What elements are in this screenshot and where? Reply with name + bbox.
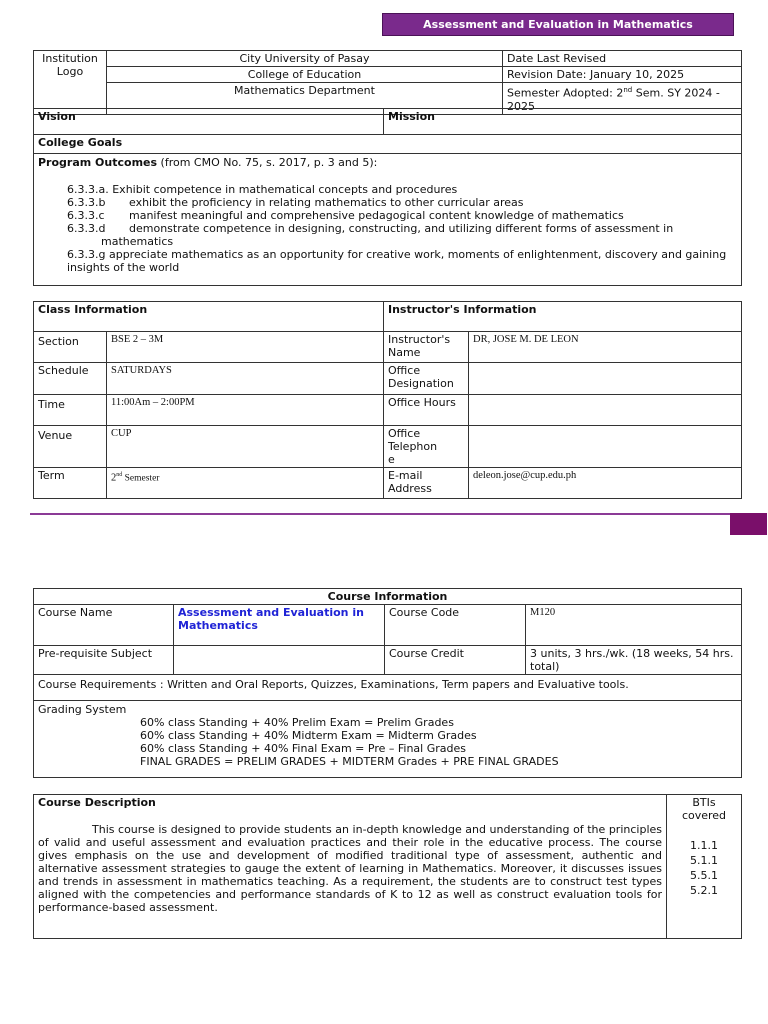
office-hours-label: Office Hours bbox=[384, 395, 469, 426]
program-outcomes-list bbox=[38, 183, 737, 248]
college-goals-label: College Goals bbox=[34, 135, 742, 154]
vision-label: Vision bbox=[34, 109, 384, 135]
btis-heading: BTIs covered bbox=[681, 796, 727, 822]
course-name-value: Assessment and Evaluation in Mathematics bbox=[174, 605, 385, 646]
term-value: 2nd Semester bbox=[107, 468, 384, 499]
schedule-label: Schedule bbox=[34, 363, 107, 395]
course-description-table bbox=[33, 794, 742, 939]
document-title-banner: Assessment and Evaluation in Mathematics bbox=[382, 13, 734, 36]
page-corner-tab bbox=[730, 513, 767, 535]
instructor-name-value: DR, JOSE M. DE LEON bbox=[469, 332, 742, 363]
bti-item: 5.1.1 bbox=[690, 854, 718, 867]
outcome-item: 6.3.3.a. Exhibit competence in mathematical concepts and procedures bbox=[67, 183, 458, 196]
email-label: E-mail Address bbox=[384, 468, 469, 499]
course-requirements: Course Requirements : Written and Oral Reports, Quizzes, Examinations, Term papers and Evaluative tools. bbox=[34, 675, 742, 701]
mission-label: Mission bbox=[384, 109, 742, 135]
outcome-item-g: 6.3.3.g appreciate mathematics as an opportunity for creative work, moments of enlightenment, discovery and gaining insights of the world bbox=[67, 248, 727, 274]
term-label: Term bbox=[34, 468, 107, 499]
program-outcomes-cell bbox=[34, 154, 742, 286]
section-divider bbox=[30, 513, 730, 515]
course-credit-label: Course Credit bbox=[385, 646, 526, 675]
btis-cell bbox=[667, 795, 742, 939]
course-code-value: M120 bbox=[526, 605, 742, 646]
vision-mission-table bbox=[33, 108, 742, 286]
course-name-label: Course Name bbox=[34, 605, 174, 646]
section-value: BSE 2 – 3M bbox=[107, 332, 384, 363]
outcome-item: 6.3.3.c manifest meaningful and comprehensive pedagogical content knowledge of mathematics bbox=[67, 209, 624, 222]
office-telephone-value bbox=[469, 426, 742, 468]
office-designation-label: Office Designation bbox=[384, 363, 469, 395]
outcome-item: 6.3.3.d demonstrate competence in designing, constructing, and utilizing different forms of assessment in bbox=[67, 222, 674, 235]
prerequisite-label: Pre-requisite Subject bbox=[34, 646, 174, 675]
instructor-name-label: Instructor's Name bbox=[384, 332, 469, 363]
bti-item: 5.2.1 bbox=[690, 884, 718, 897]
course-description-heading: Course Description bbox=[38, 796, 156, 809]
revision-date: Revision Date: January 10, 2025 bbox=[503, 67, 742, 83]
outcome-item-continuation: mathematics bbox=[101, 235, 174, 248]
grading-line: 60% class Standing + 40% Midterm Exam = Midterm Grades bbox=[140, 729, 477, 742]
grading-line: FINAL GRADES = PRELIM GRADES + MIDTERM Grades + PRE FINAL GRADES bbox=[140, 755, 559, 768]
schedule-value: SATURDAYS bbox=[107, 363, 384, 395]
class-instructor-table bbox=[33, 301, 742, 499]
institution-logo: Institution Logo bbox=[34, 51, 107, 115]
time-label: Time bbox=[34, 395, 107, 426]
college-name: College of Education bbox=[107, 67, 503, 83]
bti-item: 5.5.1 bbox=[690, 869, 718, 882]
prerequisite-value bbox=[174, 646, 385, 675]
course-info-heading: Course Information bbox=[34, 589, 742, 605]
grading-system-label: Grading System bbox=[38, 703, 127, 716]
outcome-item: 6.3.3.b exhibit the proficiency in relating mathematics to other curricular areas bbox=[67, 196, 524, 209]
email-value: deleon.jose@cup.edu.ph bbox=[469, 468, 742, 499]
section-label: Section bbox=[34, 332, 107, 363]
department-name: Mathematics Department bbox=[107, 83, 503, 115]
office-designation-value bbox=[469, 363, 742, 395]
course-description-text: This course is designed to provide students an in-depth knowledge and understanding of the principles of valid and useful assessment and evaluation practices and their role in the educative process. The course gives emphasis on the use and development of modified traditional type of assessment, authentic and alternative assessment strategies to gauge the extent of learning in Mathematics. Moreover, it discusses issues and trends in assessment in mathematics teaching. As a requirement, the students are to construct test types aligned with the competencies and performance standards of K to 12 as well as construct evaluation tools for performance-based assessment. bbox=[38, 823, 662, 914]
time-value: 11:00Am – 2:00PM bbox=[107, 395, 384, 426]
venue-label: Venue bbox=[34, 426, 107, 468]
instructor-info-heading: Instructor's Information bbox=[384, 302, 742, 332]
program-outcomes-heading: Program Outcomes (from CMO No. 75, s. 2017, p. 3 and 5): bbox=[38, 156, 378, 169]
course-info-table bbox=[33, 588, 742, 778]
grading-system bbox=[34, 701, 742, 778]
class-info-heading: Class Information bbox=[34, 302, 384, 332]
office-hours-value bbox=[469, 395, 742, 426]
university-name: City University of Pasay bbox=[107, 51, 503, 67]
grading-line: 60% class Standing + 40% Prelim Exam = Prelim Grades bbox=[140, 716, 454, 729]
office-telephone-label: Office Telephon e bbox=[384, 426, 469, 468]
course-code-label: Course Code bbox=[385, 605, 526, 646]
course-description-cell bbox=[34, 795, 667, 939]
semester-adopted: Semester Adopted: 2nd Sem. SY 2024 - 2025 bbox=[503, 83, 742, 115]
institution-header-table bbox=[33, 50, 742, 115]
date-last-revised-label: Date Last Revised bbox=[503, 51, 742, 67]
grading-line: 60% class Standing + 40% Final Exam = Pre – Final Grades bbox=[140, 742, 466, 755]
bti-item: 1.1.1 bbox=[690, 839, 718, 852]
course-credit-value: 3 units, 3 hrs./wk. (18 weeks, 54 hrs. total) bbox=[526, 646, 742, 675]
venue-value: CUP bbox=[107, 426, 384, 468]
